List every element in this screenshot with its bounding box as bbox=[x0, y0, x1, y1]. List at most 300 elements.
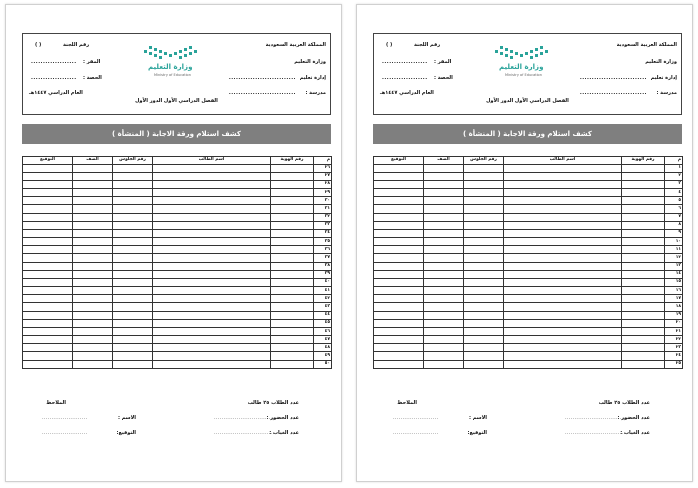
table-cell bbox=[424, 180, 464, 188]
observer-label: الملاحظ bbox=[397, 400, 417, 406]
row-number: ٥٠ bbox=[314, 360, 332, 368]
table-cell bbox=[464, 319, 504, 327]
table-cell bbox=[424, 213, 464, 221]
table-cell bbox=[504, 254, 622, 262]
row-number: ٨ bbox=[665, 221, 683, 229]
year-text: العام الدراسي ١٤٤٧هـ bbox=[380, 90, 434, 96]
table-cell bbox=[504, 197, 622, 205]
table-cell bbox=[464, 197, 504, 205]
period-dots: ................... bbox=[31, 75, 77, 81]
table-cell bbox=[424, 336, 464, 344]
table-row bbox=[374, 221, 683, 229]
table-cell bbox=[464, 180, 504, 188]
subject-label: المقر : bbox=[434, 59, 452, 65]
table-cell bbox=[504, 344, 622, 352]
students-table bbox=[373, 156, 683, 369]
table-cell bbox=[374, 180, 424, 188]
admin-dots: ............................ bbox=[579, 75, 647, 81]
observer-label: الملاحظ bbox=[46, 400, 66, 406]
table-cell bbox=[504, 295, 622, 303]
table-cell bbox=[374, 352, 424, 360]
table-cell bbox=[73, 238, 113, 246]
table-cell bbox=[464, 205, 504, 213]
row-number: ١٩ bbox=[665, 311, 683, 319]
table-cell bbox=[464, 213, 504, 221]
table-row bbox=[23, 336, 332, 344]
table-cell bbox=[73, 229, 113, 237]
name-dots: ........................ bbox=[42, 415, 88, 421]
table-cell bbox=[424, 221, 464, 229]
table-row bbox=[374, 254, 683, 262]
absent-label: عدد الغياب : bbox=[269, 430, 299, 436]
subject-dots: ................... bbox=[31, 59, 77, 65]
table-cell bbox=[622, 238, 665, 246]
table-cell bbox=[153, 270, 271, 278]
table-row bbox=[374, 180, 683, 188]
row-number: ٣٦ bbox=[314, 246, 332, 254]
admin-text: إدارة تعليم bbox=[299, 75, 326, 81]
table-row bbox=[23, 180, 332, 188]
table-cell bbox=[504, 327, 622, 335]
students-table bbox=[22, 156, 332, 369]
table-cell bbox=[424, 238, 464, 246]
table-cell bbox=[113, 164, 153, 172]
table-cell bbox=[374, 270, 424, 278]
row-number: ١٨ bbox=[665, 303, 683, 311]
table-cell bbox=[464, 336, 504, 344]
table-row bbox=[23, 164, 332, 172]
table-row bbox=[374, 319, 683, 327]
table-cell bbox=[622, 221, 665, 229]
table-cell bbox=[73, 205, 113, 213]
table-row bbox=[374, 303, 683, 311]
banner-title: كشف استلام ورقة الاجابة ( المنشأة ) bbox=[373, 124, 682, 144]
table-cell bbox=[504, 360, 622, 368]
table-cell bbox=[374, 336, 424, 344]
ministry-logo bbox=[491, 40, 557, 80]
table-row bbox=[374, 172, 683, 180]
table-cell bbox=[424, 270, 464, 278]
table-cell bbox=[153, 213, 271, 221]
table-cell bbox=[504, 287, 622, 295]
table-cell bbox=[153, 229, 271, 237]
table-cell bbox=[464, 254, 504, 262]
col-class: الصف bbox=[424, 157, 464, 165]
table-cell bbox=[464, 287, 504, 295]
table-row bbox=[374, 287, 683, 295]
table-cell bbox=[23, 303, 73, 311]
table-cell bbox=[113, 180, 153, 188]
table-cell bbox=[374, 221, 424, 229]
school-text: مدرسة : bbox=[305, 90, 326, 96]
committee-value: ( ) bbox=[35, 42, 42, 48]
school-text: مدرسة : bbox=[656, 90, 677, 96]
table-cell bbox=[113, 197, 153, 205]
row-number: ٢٠ bbox=[665, 319, 683, 327]
row-number: ٤٨ bbox=[314, 344, 332, 352]
header-box bbox=[373, 33, 682, 115]
table-cell bbox=[504, 238, 622, 246]
table-cell bbox=[374, 295, 424, 303]
ministry-logo bbox=[140, 40, 206, 80]
table-row bbox=[374, 197, 683, 205]
table-cell bbox=[622, 213, 665, 221]
row-number: ٢٤ bbox=[665, 352, 683, 360]
term-text: الفصل الدراسي الأول الدور الأول bbox=[135, 98, 218, 104]
table-cell bbox=[622, 344, 665, 352]
table-row bbox=[23, 262, 332, 270]
table-row bbox=[374, 238, 683, 246]
table-cell bbox=[23, 327, 73, 335]
table-row bbox=[374, 360, 683, 368]
table-row bbox=[374, 229, 683, 237]
col-id: رقم الهوية bbox=[271, 157, 314, 165]
table-cell bbox=[424, 164, 464, 172]
table-cell bbox=[622, 295, 665, 303]
row-number: ١٠ bbox=[665, 238, 683, 246]
committee-value: ( ) bbox=[386, 42, 393, 48]
table-cell bbox=[271, 319, 314, 327]
table-cell bbox=[504, 221, 622, 229]
table-cell bbox=[464, 229, 504, 237]
table-cell bbox=[23, 319, 73, 327]
table-cell bbox=[622, 180, 665, 188]
row-number: ٢٢ bbox=[665, 336, 683, 344]
table-row bbox=[23, 229, 332, 237]
table-cell bbox=[153, 311, 271, 319]
table-cell bbox=[73, 246, 113, 254]
table-row bbox=[374, 246, 683, 254]
table-cell bbox=[271, 287, 314, 295]
table-cell bbox=[153, 221, 271, 229]
table-cell bbox=[504, 278, 622, 286]
row-number: ٢ bbox=[665, 172, 683, 180]
table-cell bbox=[113, 213, 153, 221]
present-dots: ................................ bbox=[214, 415, 275, 421]
table-cell bbox=[153, 172, 271, 180]
table-cell bbox=[113, 311, 153, 319]
col-index: م bbox=[314, 157, 332, 165]
signature-label: التوقيع: bbox=[467, 430, 487, 436]
table-cell bbox=[622, 205, 665, 213]
table-cell bbox=[271, 221, 314, 229]
table-cell bbox=[113, 278, 153, 286]
row-number: ٣٨ bbox=[314, 262, 332, 270]
table-cell bbox=[504, 262, 622, 270]
table-cell bbox=[73, 352, 113, 360]
table-cell bbox=[622, 352, 665, 360]
table-cell bbox=[464, 311, 504, 319]
table-row bbox=[374, 295, 683, 303]
table-cell bbox=[622, 270, 665, 278]
table-cell bbox=[504, 180, 622, 188]
table-row bbox=[23, 254, 332, 262]
table-cell bbox=[271, 360, 314, 368]
row-number: ٣١ bbox=[314, 205, 332, 213]
table-row bbox=[23, 238, 332, 246]
left-table-body bbox=[23, 164, 332, 369]
table-row bbox=[23, 278, 332, 286]
table-cell bbox=[424, 278, 464, 286]
row-number: ٢٧ bbox=[314, 172, 332, 180]
table-cell bbox=[622, 303, 665, 311]
table-cell bbox=[504, 352, 622, 360]
row-number: ١٥ bbox=[665, 278, 683, 286]
table-cell bbox=[622, 172, 665, 180]
table-cell bbox=[23, 197, 73, 205]
row-number: ٢٦ bbox=[314, 164, 332, 172]
table-cell bbox=[113, 344, 153, 352]
row-number: ٣ bbox=[665, 180, 683, 188]
table-cell bbox=[271, 344, 314, 352]
table-cell bbox=[374, 327, 424, 335]
table-cell bbox=[153, 352, 271, 360]
table-cell bbox=[153, 327, 271, 335]
table-row bbox=[374, 311, 683, 319]
school-dots: ............................ bbox=[579, 90, 647, 96]
present-dots: ................................ bbox=[565, 415, 626, 421]
period-label: الحصة : bbox=[83, 75, 102, 81]
row-number: ٧ bbox=[665, 213, 683, 221]
table-cell bbox=[271, 180, 314, 188]
row-number: ٣٢ bbox=[314, 213, 332, 221]
table-cell bbox=[504, 213, 622, 221]
table-cell bbox=[464, 221, 504, 229]
table-cell bbox=[622, 189, 665, 197]
admin-text: إدارة تعليم bbox=[650, 75, 677, 81]
table-cell bbox=[464, 303, 504, 311]
table-cell bbox=[424, 344, 464, 352]
table-cell bbox=[73, 270, 113, 278]
term-text: الفصل الدراسي الأول الدور الأول bbox=[486, 98, 569, 104]
table-row bbox=[374, 189, 683, 197]
table-cell bbox=[424, 246, 464, 254]
row-number: ٣٧ bbox=[314, 254, 332, 262]
table-cell bbox=[73, 221, 113, 229]
table-cell bbox=[271, 164, 314, 172]
row-number: ٢١ bbox=[665, 327, 683, 335]
table-cell bbox=[23, 180, 73, 188]
absent-dots: ................................ bbox=[214, 430, 275, 436]
table-row bbox=[23, 360, 332, 368]
table-cell bbox=[374, 344, 424, 352]
table-row bbox=[23, 344, 332, 352]
table-cell bbox=[374, 278, 424, 286]
row-number: ٤٤ bbox=[314, 311, 332, 319]
table-row bbox=[374, 205, 683, 213]
table-cell bbox=[23, 246, 73, 254]
table-cell bbox=[73, 254, 113, 262]
right-table-body bbox=[374, 164, 683, 369]
col-signature: التوقيع bbox=[374, 157, 424, 165]
table-row bbox=[23, 205, 332, 213]
table-row bbox=[23, 295, 332, 303]
table-cell bbox=[374, 303, 424, 311]
table-cell bbox=[73, 303, 113, 311]
table-cell bbox=[73, 295, 113, 303]
table-cell bbox=[464, 172, 504, 180]
row-number: ٤٩ bbox=[314, 352, 332, 360]
table-cell bbox=[23, 311, 73, 319]
table-cell bbox=[113, 262, 153, 270]
table-row bbox=[374, 270, 683, 278]
table-cell bbox=[73, 164, 113, 172]
table-row bbox=[374, 164, 683, 172]
table-cell bbox=[113, 205, 153, 213]
page-left bbox=[5, 4, 342, 482]
row-number: ١٤ bbox=[665, 270, 683, 278]
table-cell bbox=[113, 319, 153, 327]
period-label: الحصة : bbox=[434, 75, 453, 81]
col-id: رقم الهوية bbox=[622, 157, 665, 165]
table-cell bbox=[23, 352, 73, 360]
table-cell bbox=[73, 262, 113, 270]
table-cell bbox=[271, 189, 314, 197]
table-cell bbox=[113, 172, 153, 180]
table-cell bbox=[153, 205, 271, 213]
table-cell bbox=[113, 270, 153, 278]
table-cell bbox=[113, 287, 153, 295]
table-row bbox=[23, 319, 332, 327]
table-cell bbox=[374, 254, 424, 262]
table-cell bbox=[374, 164, 424, 172]
table-cell bbox=[464, 278, 504, 286]
table-cell bbox=[271, 327, 314, 335]
table-cell bbox=[464, 360, 504, 368]
admin-dots: ............................ bbox=[228, 75, 296, 81]
header-box bbox=[22, 33, 331, 115]
table-cell bbox=[113, 189, 153, 197]
col-seat: رقم الجلوس bbox=[113, 157, 153, 165]
table-cell bbox=[464, 238, 504, 246]
table-cell bbox=[73, 180, 113, 188]
table-cell bbox=[23, 229, 73, 237]
table-cell bbox=[424, 229, 464, 237]
table-header-row bbox=[374, 157, 683, 165]
table-cell bbox=[374, 197, 424, 205]
table-cell bbox=[153, 262, 271, 270]
table-cell bbox=[73, 213, 113, 221]
table-cell bbox=[464, 295, 504, 303]
table-cell bbox=[374, 319, 424, 327]
table-cell bbox=[504, 336, 622, 344]
table-row bbox=[23, 352, 332, 360]
table-cell bbox=[504, 189, 622, 197]
table-cell bbox=[374, 238, 424, 246]
table-cell bbox=[464, 246, 504, 254]
kingdom-text: المملكة العربية السعودية bbox=[265, 42, 326, 48]
logo-icon bbox=[491, 40, 557, 62]
row-number: ٤٠ bbox=[314, 278, 332, 286]
table-cell bbox=[374, 229, 424, 237]
table-cell bbox=[153, 254, 271, 262]
page-right bbox=[356, 4, 693, 482]
table-cell bbox=[622, 246, 665, 254]
table-cell bbox=[73, 360, 113, 368]
table-cell bbox=[23, 262, 73, 270]
row-number: ٣٤ bbox=[314, 229, 332, 237]
table-cell bbox=[271, 254, 314, 262]
table-cell bbox=[424, 352, 464, 360]
table-cell bbox=[73, 327, 113, 335]
row-number: ٤٦ bbox=[314, 327, 332, 335]
table-cell bbox=[153, 180, 271, 188]
name-label: الاسم : bbox=[468, 415, 487, 421]
table-cell bbox=[271, 172, 314, 180]
table-row bbox=[23, 172, 332, 180]
table-cell bbox=[153, 344, 271, 352]
name-label: الاسم : bbox=[117, 415, 136, 421]
table-cell bbox=[113, 229, 153, 237]
year-text: العام الدراسي ١٤٤٧هـ bbox=[29, 90, 83, 96]
table-cell bbox=[424, 197, 464, 205]
table-cell bbox=[504, 319, 622, 327]
table-cell bbox=[73, 336, 113, 344]
table-cell bbox=[464, 164, 504, 172]
present-label: عدد الحضور : bbox=[617, 415, 650, 421]
row-number: ٤٧ bbox=[314, 336, 332, 344]
table-row bbox=[374, 262, 683, 270]
table-row bbox=[374, 327, 683, 335]
table-row bbox=[23, 189, 332, 197]
table-cell bbox=[23, 254, 73, 262]
table-cell bbox=[504, 311, 622, 319]
row-number: ٢٣ bbox=[665, 344, 683, 352]
table-cell bbox=[271, 270, 314, 278]
table-cell bbox=[73, 344, 113, 352]
table-cell bbox=[113, 327, 153, 335]
students-count: عدد الطلاب ٢٥ طالب bbox=[598, 400, 650, 406]
row-number: ١ bbox=[665, 164, 683, 172]
table-cell bbox=[424, 295, 464, 303]
table-cell bbox=[374, 189, 424, 197]
table-cell bbox=[424, 205, 464, 213]
table-cell bbox=[153, 287, 271, 295]
table-cell bbox=[73, 189, 113, 197]
table-cell bbox=[464, 270, 504, 278]
table-row bbox=[374, 336, 683, 344]
row-number: ١٣ bbox=[665, 262, 683, 270]
present-label: عدد الحضور : bbox=[266, 415, 299, 421]
table-cell bbox=[464, 352, 504, 360]
table-cell bbox=[113, 246, 153, 254]
table-cell bbox=[73, 278, 113, 286]
logo-english: Ministry of Education bbox=[505, 73, 542, 77]
ministry-text: وزارة التعليم bbox=[645, 59, 677, 65]
signature-dots: ........................ bbox=[42, 430, 88, 436]
committee-label: رقم اللجنة bbox=[414, 42, 441, 48]
table-cell bbox=[504, 229, 622, 237]
row-number: ٣٠ bbox=[314, 197, 332, 205]
table-row bbox=[23, 246, 332, 254]
table-row bbox=[23, 197, 332, 205]
table-cell bbox=[113, 238, 153, 246]
table-cell bbox=[374, 205, 424, 213]
table-cell bbox=[424, 360, 464, 368]
table-cell bbox=[113, 303, 153, 311]
absent-label: عدد الغياب : bbox=[620, 430, 650, 436]
col-name: اسم الطالب bbox=[153, 157, 271, 165]
table-cell bbox=[504, 205, 622, 213]
students-count: عدد الطلاب ٢٥ طالب bbox=[247, 400, 299, 406]
table-cell bbox=[23, 205, 73, 213]
table-cell bbox=[271, 246, 314, 254]
table-cell bbox=[153, 303, 271, 311]
table-cell bbox=[23, 213, 73, 221]
table-cell bbox=[23, 278, 73, 286]
table-cell bbox=[622, 336, 665, 344]
col-signature: التوقيع bbox=[23, 157, 73, 165]
